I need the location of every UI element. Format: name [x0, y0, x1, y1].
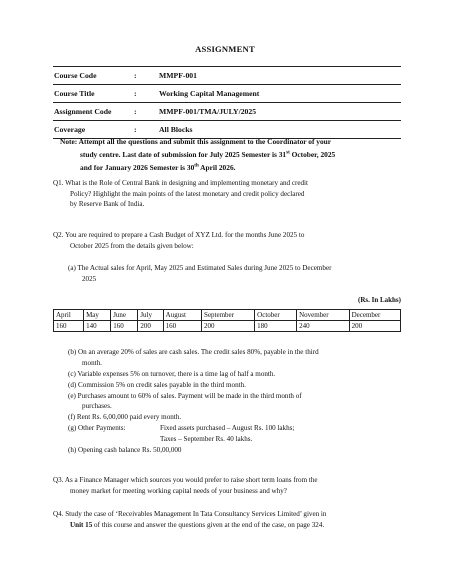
q2-item-b: month. [82, 358, 102, 367]
q1-text: Q1. What is the Role of Central Bank in designing and implementing monetary and credit [53, 179, 308, 187]
sales-cell: 140 [84, 321, 111, 332]
note-text: April 2026. [198, 163, 236, 172]
note-superscript: st [286, 150, 290, 156]
info-value: Working Capital Management [159, 88, 260, 98]
q2-item-d: (d) Commission 5% on credit sales payable in the third month. [68, 380, 246, 389]
note-text: October, 2025 [289, 150, 336, 159]
sales-cell: 200 [138, 321, 163, 332]
unit-label: (Rs. In Lakhs) [358, 296, 401, 304]
info-colon: : [134, 124, 137, 134]
course-info-table [53, 66, 401, 139]
note-text: study centre. Last date of submission for July 2025 Semester is 31 [80, 150, 287, 159]
info-colon: : [134, 70, 137, 80]
info-value: All Blocks [159, 124, 193, 134]
sales-table [53, 309, 401, 332]
q4-text: Q4. Study the case of ‘Receivables Management In Tata Consultancy Services Limited’ given in [53, 510, 327, 518]
month-cell: June [111, 310, 138, 321]
submission-note [60, 135, 400, 174]
note-line [60, 161, 400, 174]
q2-item-h: (h) Opening cash balance Rs. 50,00,000 [68, 446, 182, 454]
info-value: MMPF-001 [159, 70, 197, 80]
info-label: Coverage [54, 124, 86, 134]
q2-item-g-detail: Taxes – September Rs. 40 lakhs. [160, 435, 253, 443]
sales-cell: 160 [111, 321, 138, 332]
q3-text: Q3. As a Finance Manager which sources you would prefer to raise short term loans from the [53, 476, 318, 484]
info-row-course-title [53, 84, 401, 102]
info-value: MMPF-001/TMA/JULY/2025 [159, 106, 257, 116]
note-line: Note: Attempt all the questions and submit this assignment to the Coordinator of your [60, 137, 332, 146]
q2-item-g-detail: Fixed assets purchased – August Rs. 100 lakhs; [160, 424, 295, 432]
month-cell: September [202, 310, 255, 321]
sales-cell: 160 [163, 321, 201, 332]
q2-item-e: (e) Purchases amount to 60% of sales. Payment will be made in the third month of [68, 391, 302, 400]
month-cell: October [255, 310, 297, 321]
q1-text: by Reserve Bank of India. [70, 200, 145, 208]
sales-cell: 160 [54, 321, 84, 332]
note-text: and for January 2026 Semester is 30 [80, 163, 195, 172]
month-cell: August [163, 310, 201, 321]
q4-text-rest: of this course and answer the questions given at the end of the case, on page 324. [92, 521, 325, 529]
q1-text: Policy? Highlight the main points of the latest monetary and credit policy declared [70, 189, 305, 198]
month-cell: November [297, 310, 350, 321]
q2-item-b: (b) On an average 20% of sales are cash sales. The credit sales 80%, payable in the third [68, 348, 319, 356]
table-row [54, 310, 401, 321]
page-title: ASSIGNMENT [195, 44, 255, 54]
info-label: Assignment Code [54, 106, 112, 116]
q2-item-e: purchases. [82, 402, 112, 410]
q2-item-c: (c) Variable expenses 5% on turnover, there is a time lag of half a month. [68, 369, 276, 378]
q4-text [70, 520, 324, 531]
sales-cell: 240 [297, 321, 350, 332]
sales-cell: 200 [349, 321, 400, 332]
month-cell: April [54, 310, 84, 321]
q2-item-a: (a) The Actual sales for April, May 2025 and Estimated Sales during June 2025 to December [68, 264, 332, 272]
month-cell: May [84, 310, 111, 321]
q2-item-a: 2025 [82, 275, 97, 283]
info-colon: : [134, 106, 137, 116]
sales-cell: 200 [202, 321, 255, 332]
sales-cell: 180 [255, 321, 297, 332]
table-row [54, 321, 401, 332]
info-colon: : [134, 88, 137, 98]
info-label: Course Code [54, 70, 97, 80]
note-superscript: th [194, 163, 199, 169]
q2-text: Q2. You are required to prepare a Cash Budget of XYZ Ltd. for the months June 2025 to [53, 231, 305, 239]
month-cell: July [138, 310, 163, 321]
q2-item-f: (f) Rent Rs. 6,00,000 paid every month. [68, 413, 182, 421]
note-line [60, 148, 400, 161]
q2-item-g: (g) Other Payments: [68, 424, 126, 432]
info-row-assignment-code [53, 102, 401, 120]
q4-unit-ref: Unit 15 [70, 521, 93, 529]
q2-text: October 2025 from the details given below: [70, 242, 194, 250]
q3-text: money market for meeting working capital needs of your business and why? [70, 487, 287, 495]
info-label: Course Title [54, 88, 95, 98]
info-row-course-code [53, 66, 401, 84]
month-cell: December [349, 310, 400, 321]
